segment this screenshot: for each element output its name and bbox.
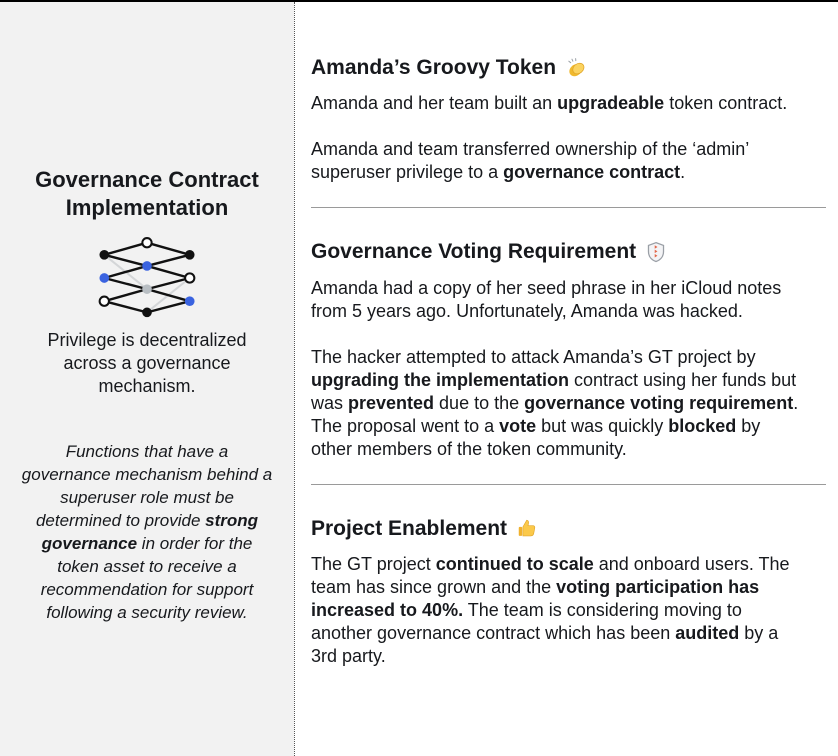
section-title: Project Enablement bbox=[311, 516, 508, 540]
thumbs-up-icon bbox=[516, 517, 538, 539]
sidebar-description: Privilege is decentralized across a governance mechanism. bbox=[47, 330, 247, 396]
section-divider bbox=[311, 484, 826, 485]
section-project-enablement bbox=[311, 515, 828, 668]
paragraph: The GT project continued to scale and onboard users. The team has since grown and the voting participation has increased to 40%. The team is considering moving to another governance contract which has been audited by a 3rd party. bbox=[311, 553, 790, 666]
layout bbox=[0, 2, 838, 756]
section-heading bbox=[311, 515, 828, 542]
paragraph: Amanda and her team built an upgradeable token contract. bbox=[311, 93, 788, 114]
clapping-hands-icon bbox=[565, 57, 587, 79]
section-governance-voting-requirement bbox=[311, 238, 828, 460]
section-heading bbox=[311, 54, 828, 81]
governance-network-icon bbox=[95, 237, 199, 319]
section-heading bbox=[311, 238, 828, 265]
section-divider bbox=[311, 207, 826, 208]
section-title: Amanda’s Groovy Token bbox=[311, 56, 557, 79]
paragraph: The hacker attempted to attack Amanda’s GT project by upgrading the implementation contract using her funds but was prevented due to the governance voting requirement. The proposal went to a vote but was quickly blocked by other members of the token community. bbox=[311, 346, 799, 459]
section-title: Governance Voting Requirement bbox=[311, 240, 637, 264]
content-panel bbox=[294, 2, 838, 756]
sidebar-note: Functions that have a governance mechanism behind a superuser role must be determined to provide strong governance in order for the token asset to receive a recommendation for support following a security review. bbox=[21, 442, 273, 622]
shield-icon bbox=[645, 241, 667, 263]
sidebar bbox=[0, 2, 294, 756]
section-amandas-groovy-token bbox=[311, 54, 828, 184]
paragraph: Amanda and team transferred ownership of the ‘admin’ superuser privilege to a governance contract. bbox=[311, 139, 749, 183]
sidebar-title: Governance Contract Implementation bbox=[35, 167, 259, 220]
paragraph: Amanda had a copy of her seed phrase in her iCloud notes from 5 years ago. Unfortunately, Amanda was hacked. bbox=[311, 277, 782, 321]
